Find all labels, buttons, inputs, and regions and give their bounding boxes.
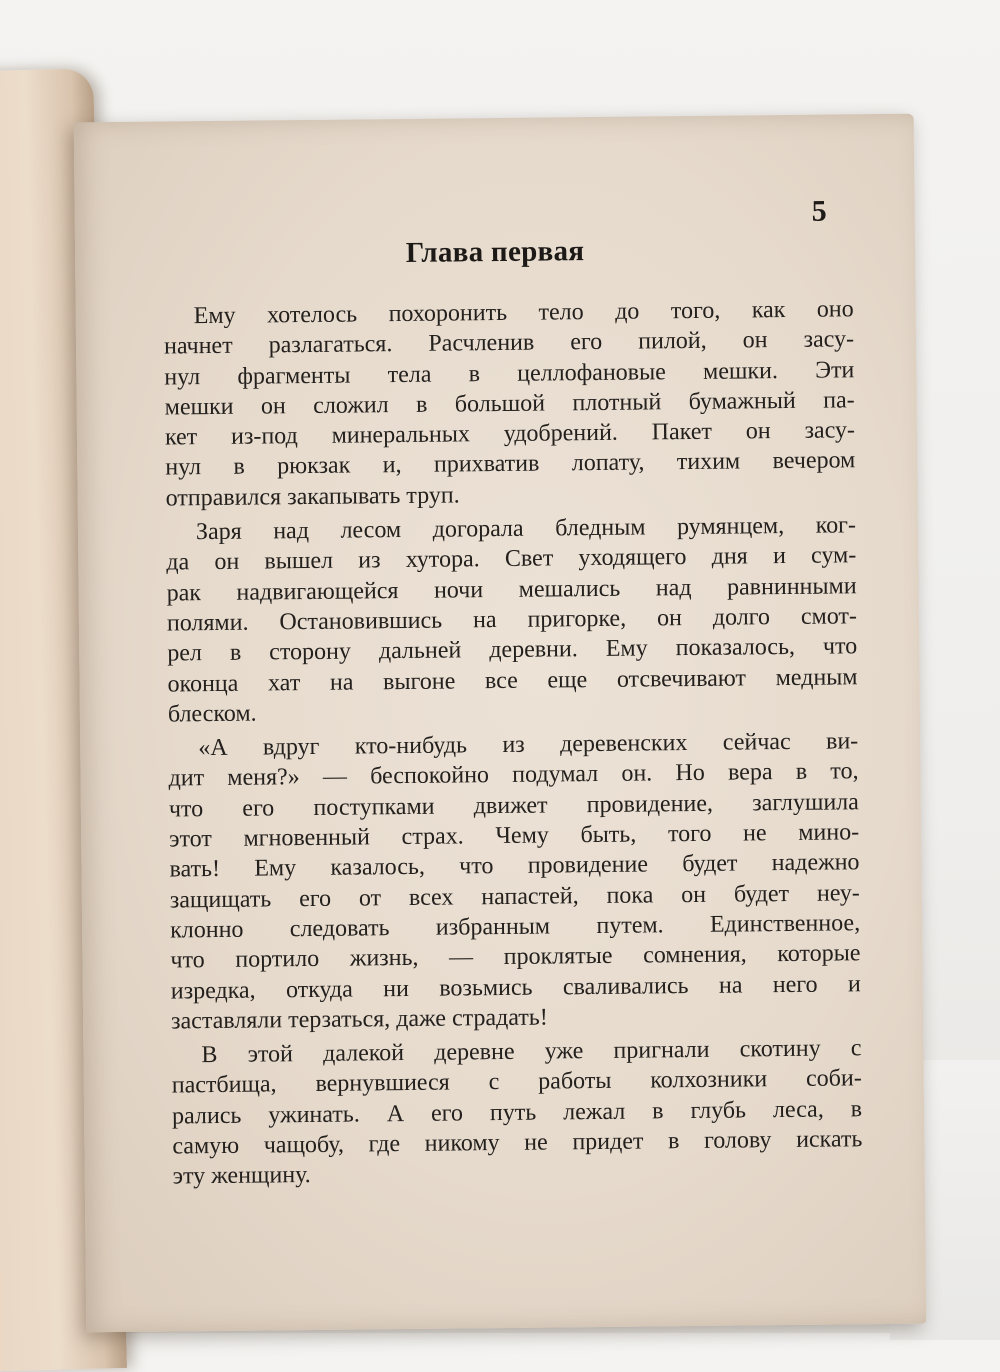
text-line: защищать его от всех напастей, пока он будет неу-: [169, 879, 860, 914]
text-line: да он вышел из хутора. Свет уходящего дня и сум-: [166, 542, 857, 576]
text-line: В этой далекой деревне уже пригнали скотину с: [201, 1035, 862, 1069]
text-line: начнет разлагаться. Расчленив его пилой, он засу-: [163, 326, 855, 360]
text-line: вать! Ему казалось, что провидение будет надежно: [169, 849, 860, 883]
text-line: Заря над лесом догорала бледным румянцем, ког-: [195, 512, 857, 546]
text-line: Ему хотелось похоронить тело до того, как оно: [193, 296, 854, 330]
text-line: отправился закапывать труп.: [165, 482, 460, 512]
text-line: рались ужинать. А его путь лежал в глубь леса, в: [171, 1095, 863, 1130]
text-line: что портило жизнь, — проклятые сомнения, которые: [170, 940, 861, 974]
text-line: пастбища, вернувшиеся с работы колхозники соби-: [171, 1065, 862, 1099]
text-line: оконца хат на выгоне все еще отсвечивают медным: [167, 663, 858, 698]
book-page: [74, 114, 927, 1333]
paragraph: [166, 510, 858, 729]
paragraph: [164, 294, 856, 513]
text-line: этот мгновенный страх. Чему быть, того не мино-: [169, 819, 860, 853]
text-line: изредка, откуда ни возьмись сваливались на него и: [170, 970, 861, 1004]
text-line: самую чащобу, где никому не придет в голову искать: [172, 1126, 863, 1160]
text-line: «А вдруг кто-нибудь из деревенских сейчас ви-: [198, 728, 859, 762]
text-line: нул в рюкзак и, прихватив лопату, тихим вечером: [165, 447, 856, 481]
text-line: клонно следовать избранным путем. Единственное,: [170, 910, 861, 944]
paragraph: [168, 726, 861, 1036]
text-line: рак надвигающейся ночи мешались над равнинными: [166, 572, 857, 607]
paragraph: [171, 1033, 863, 1192]
text-line: мешки он сложил в большой плотный бумажный па-: [164, 387, 855, 421]
text-line: нул фрагменты тела в целлофановые мешки. Эти: [164, 356, 855, 391]
text-line: полями. Остановившись на пригорке, он долго смот-: [166, 603, 858, 637]
text-line: рел в сторону дальней деревни. Ему показалось, что: [167, 633, 858, 667]
page-number: 5: [811, 194, 827, 228]
text-line: кет из-под минеральных удобрений. Пакет он засу-: [164, 417, 856, 451]
text-line: дит меня?» — беспокойно подумал он. Но вера в то,: [168, 758, 859, 792]
body-text: [164, 294, 863, 1196]
chapter-title: Глава первая: [405, 235, 585, 269]
text-line: блеском.: [167, 700, 257, 728]
text-line: заставляли терзаться, даже страдать!: [170, 1004, 548, 1035]
text-line: что его поступками движет провидение, заглушила: [168, 788, 859, 823]
text-line: эту женщину.: [172, 1162, 311, 1190]
